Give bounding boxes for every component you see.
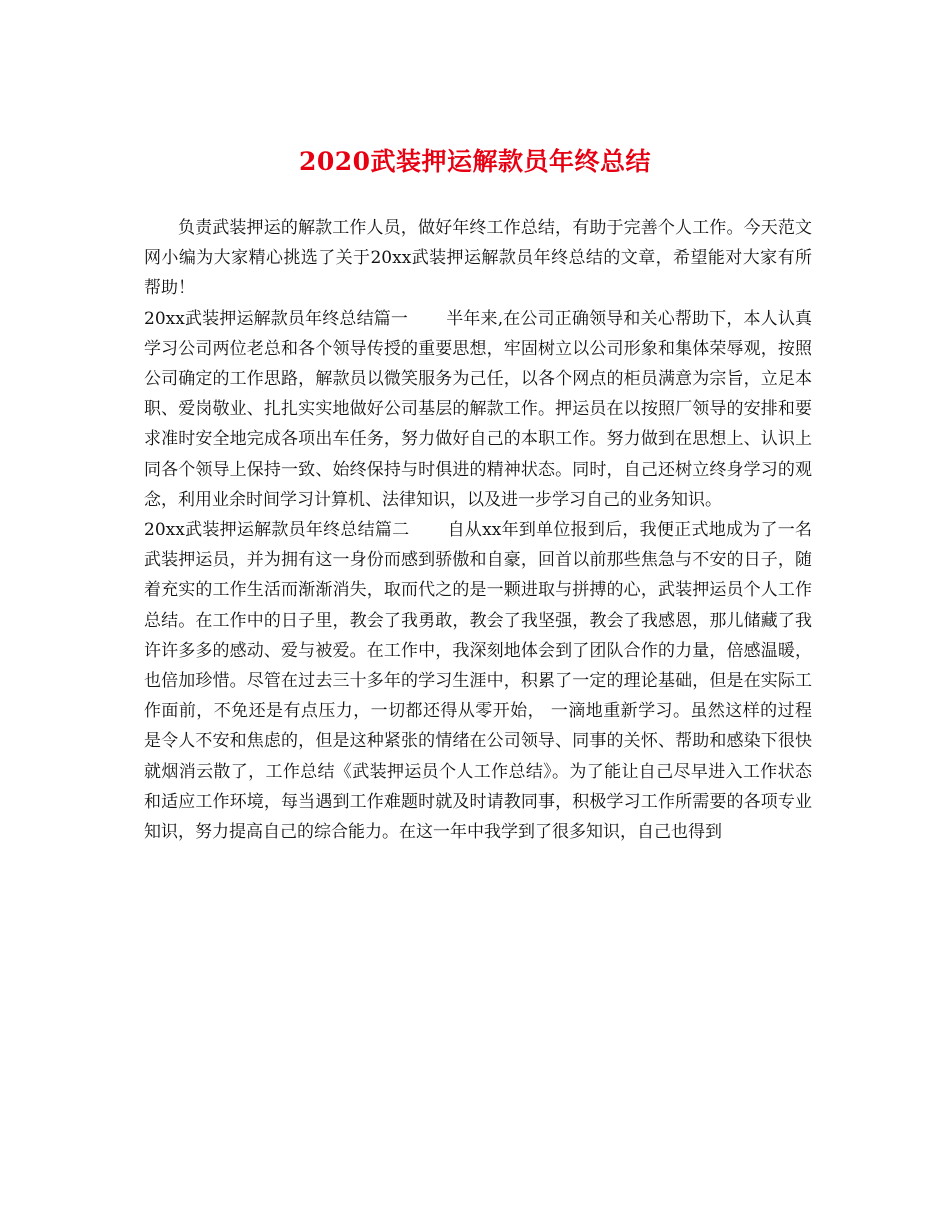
section-two-text: 自从xx年到单位报到后，我便正式地成为了一名武装押运员，并为拥有这一身份而感到骄傲和自豪，回首以前那些焦急与不安的日子，随着充实的工作生活而渐渐消失，取而代之的是一颗进取与拼搏的心，武装押运员个人工作总结。在工作中的日子里，教会了我勇敢，教会了我坚强，教会了我感恩，那儿储藏了我许许多多的感动、爱与被爱。在工作中，我深刻地体会到了团队合作的力量，倍感温暖，也倍加珍惜。尽管在过去三十多年的学习生涯中，积累了一定的理论基础，但是在实际工作面前，不免还是有点压力，一切都还得从零开始， 一滴地重新学习。虽然这样的过程是令人不安和焦虑的，但是这种紧张的情绪在公司领导、同事的关怀、帮助和感染下很快就烟消云散了，工作总结《武装押运员个人工作总结》。为了能让自己尽早进入工作状态和适应工作环境，每当遇到工作难题时就及时请教同事，积极学习工作所需要的各项专业知识，努力提高自己的综合能力。在这一年中我学到了很多知识，自己也得到 [144, 520, 812, 843]
document-body [144, 213, 812, 847]
page-title: 2020武装押运解款员年终总结 [298, 147, 652, 176]
section-one-text: 半年来,在公司正确领导和关心帮助下，本人认真学习公司两位老总和各个领导传授的重要思想，牢固树立以公司形象和集体荣辱观，按照公司确定的工作思路，解款员以微笑服务为己任，以各个网点的柜员满意为宗旨，立足本职、爱岗敬业、扎扎实实地做好公司基层的解款工作。押运员在以按照厂领导的安排和要求准时安全地完成各项出车任务，努力做好自己的本职工作。努力做到在思想上、认识上同各个领导上保持一致、始终保持与时俱进的精神状态。同时，自己还树立终身学习的观念，利用业余时间学习计算机、法律知识，以及进一步学习自己的业务知识。 [144, 308, 812, 510]
section-two-heading: 20xx武装押运解款员年终总结篇二 [144, 520, 410, 541]
section-two-paragraph [144, 515, 812, 847]
section-one-paragraph [144, 304, 812, 515]
intro-paragraph: 负责武装押运的解款工作人员，做好年终工作总结，有助于完善个人工作。今天范文网小编为大家精心挑选了关于20xx武装押运解款员年终总结的文章，希望能对大家有所帮助！ [144, 218, 812, 299]
section-one-heading: 20xx武装押运解款员年终总结篇一 [144, 308, 409, 329]
